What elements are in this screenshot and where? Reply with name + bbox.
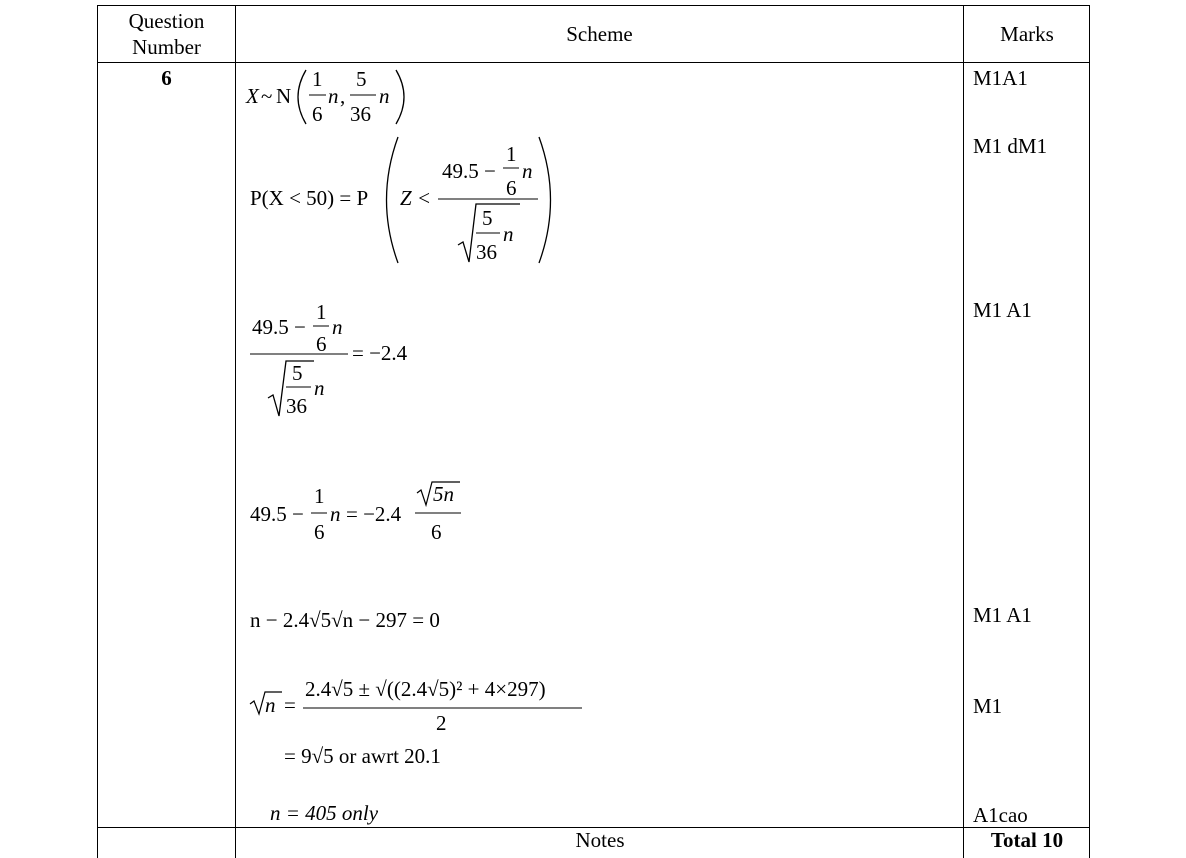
quadratic-formula-line (250, 677, 582, 735)
frac-den: 36 (350, 102, 371, 126)
frac-den: 6 (314, 520, 325, 544)
var-n: n (330, 502, 341, 526)
frac-den: 6 (316, 332, 327, 356)
var-n: n (328, 84, 339, 108)
frac-num: 1 (314, 484, 325, 508)
frac-den: 36 (286, 394, 307, 418)
comma: , (340, 84, 346, 108)
quadratic-in-root-n: n − 2.4√5√n − 297 = 0 (250, 608, 440, 632)
frac-den: 6 (312, 102, 323, 126)
var-n: n (503, 222, 514, 246)
equals-value: = −2.4 (346, 502, 402, 526)
lhs: 49.5 − (250, 502, 304, 526)
mark-line-2: M1 dM1 (973, 134, 1048, 158)
distribution-line (245, 67, 404, 126)
numerator: 49.5 − (252, 315, 306, 339)
sqrt-arg: n (265, 693, 276, 717)
standardised-equation (250, 300, 408, 418)
mark-line-1: M1A1 (973, 66, 1028, 90)
equals-sign: = (284, 693, 296, 717)
tilde-symbol: ~ (261, 84, 273, 108)
normal-N: N (276, 84, 292, 108)
frac-den: 6 (506, 176, 517, 200)
var-n: n (314, 376, 325, 400)
variable-x: X (246, 84, 259, 108)
probability-line (250, 137, 551, 264)
quad-denominator: 2 (436, 711, 447, 735)
rearranged-equation (250, 482, 461, 544)
mark-line-5: M1 (973, 694, 1003, 718)
var-n: n (522, 159, 533, 183)
mark-line-4: M1 A1 (973, 603, 1032, 627)
frac-num: 5 (482, 206, 493, 230)
sqrt-arg: 5n (433, 482, 454, 506)
question-number: 6 (161, 66, 172, 90)
final-answer: n = 405 only (270, 801, 379, 825)
mark-line-3: M1 A1 (973, 298, 1032, 322)
frac-num: 1 (316, 300, 327, 324)
equals-value: = −2.4 (352, 341, 408, 365)
frac-den: 36 (476, 240, 497, 264)
mark-line-6: A1cao (973, 803, 1028, 827)
frac-den: 6 (431, 520, 442, 544)
prob-lhs: P(X < 50) = P (250, 186, 369, 210)
root-n-result: = 9√5 or awrt 20.1 (284, 744, 441, 768)
total-marks: Total 10 (990, 828, 1064, 852)
scheme-header: Scheme (566, 22, 633, 46)
question-number-header: Question Number (128, 9, 205, 59)
var-n: n (332, 315, 343, 339)
marks-header: Marks (1000, 22, 1054, 46)
frac-num: 1 (506, 142, 517, 166)
quad-numerator: 2.4√5 ± √((2.4√5)² + 4×297) (305, 677, 546, 701)
frac-num: 1 (312, 67, 323, 91)
var-n: n (379, 84, 390, 108)
frac-num: 5 (356, 67, 367, 91)
numerator: 49.5 − (442, 159, 496, 183)
frac-num: 5 (292, 361, 303, 385)
notes-label: Notes (575, 828, 625, 852)
prob-z: Z < (400, 186, 432, 210)
